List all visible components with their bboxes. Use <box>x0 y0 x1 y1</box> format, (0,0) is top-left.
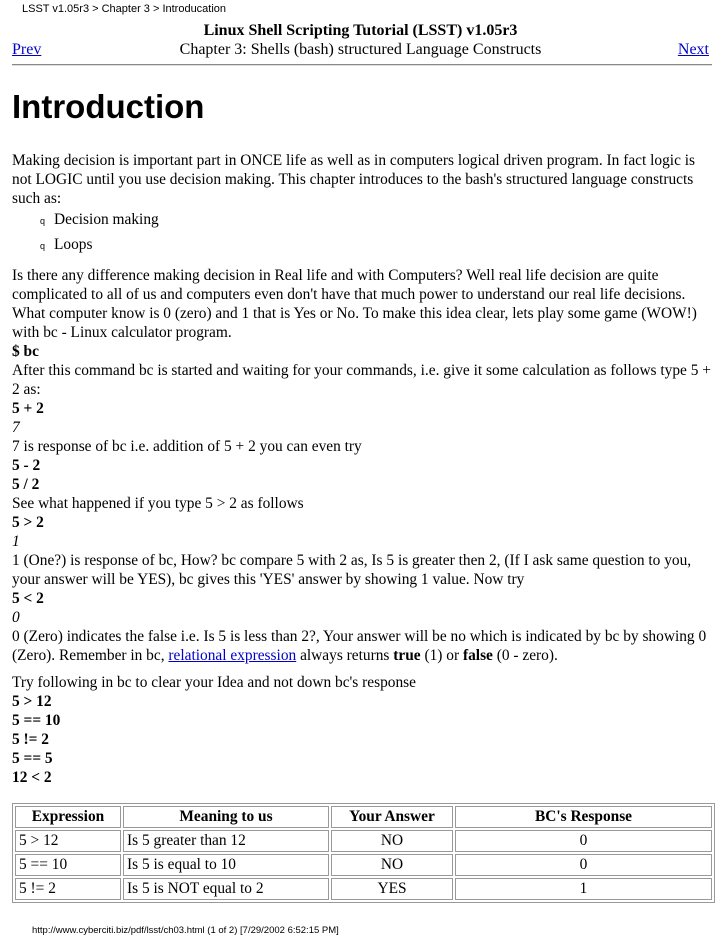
expression: 5 != 2 <box>12 731 49 748</box>
column-header: Your Answer <box>331 806 453 828</box>
table-cell: Is 5 greater than 12 <box>123 830 329 852</box>
bullet-icon: q <box>40 241 46 251</box>
response-table <box>12 803 715 903</box>
expression: 5 > 2 <box>12 514 44 531</box>
table-header-row <box>15 806 712 828</box>
expression: 5 / 2 <box>12 476 40 493</box>
expression: 5 < 2 <box>12 590 44 607</box>
list-item: q Loops <box>40 233 717 258</box>
expression: 5 + 2 <box>12 400 44 417</box>
bc-output: 0 <box>12 609 20 626</box>
expression: 5 == 10 <box>12 712 61 729</box>
column-header: Meaning to us <box>123 806 329 828</box>
header-divider <box>12 64 712 66</box>
expression: 5 - 2 <box>12 457 41 474</box>
table-cell: NO <box>331 830 453 852</box>
breadcrumb: LSST v1.05r3 > Chapter 3 > Introducation <box>22 3 227 15</box>
list-item: q Decision making <box>40 208 717 233</box>
table-row <box>15 830 712 852</box>
paragraph: 1 (One?) is response of bc, How? bc compare 5 with 2 as, Is 5 is greater then 2, (If I ask same question to you, your answer will be YES), bc gives this 'YES' answer by showing 1 value. Now try <box>12 552 692 588</box>
paragraph: 0 (Zero) indicates the false i.e. Is 5 is less than 2?, Your answer will be no which is indicated by bc by showing 0 (Zero). Remember in bc, relational expression always returns true (1) or false (0 - zero). <box>12 628 707 664</box>
relational-expression-link[interactable]: relational expression <box>168 647 297 664</box>
table-cell: 5 == 10 <box>15 854 121 876</box>
expression: 12 < 2 <box>12 769 52 786</box>
table-cell: 5 > 12 <box>15 830 121 852</box>
intro-paragraph: Making decision is important part in ONCE life as well as in computers logical driven program. In fact logic is not LOGIC until you use decision making. This chapter introduces to the bash's structured language constructs such as: <box>12 152 696 207</box>
table-cell: 0 <box>455 854 712 876</box>
navigation-header <box>12 22 709 62</box>
table-cell: NO <box>331 854 453 876</box>
table-row <box>15 878 712 900</box>
table-cell: Is 5 is NOT equal to 2 <box>123 878 329 900</box>
paragraph: Try following in bc to clear your Idea and not down bc's response <box>12 674 416 691</box>
paragraph: Is there any difference making decision in Real life and with Computers? Well real life decision are quite complicated to all of us and computers even don't have that much power to understand our real life decisions. What computer know is 0 (zero) and 1 that is Yes or No. To make this idea clear, lets play some game (WOW!) with bc - Linux calculator program. <box>12 267 697 341</box>
paragraph: After this command bc is started and waiting for your commands, i.e. give it some calculation as follows type 5 + 2 as: <box>12 362 711 398</box>
paragraph: See what happened if you type 5 > 2 as follows <box>12 495 304 512</box>
next-link[interactable]: Next <box>677 41 709 58</box>
command-line: $ bc <box>12 343 39 360</box>
main-content <box>12 151 717 787</box>
table-cell: YES <box>331 878 453 900</box>
table-cell: 0 <box>455 830 712 852</box>
column-header: Expression <box>15 806 121 828</box>
table-row <box>15 854 712 876</box>
tutorial-title: Linux Shell Scripting Tutorial (LSST) v1.05r3 <box>203 22 518 39</box>
prev-link[interactable]: Prev <box>12 41 42 58</box>
construct-list <box>12 208 717 258</box>
expression: 5 > 12 <box>12 693 52 710</box>
page-footer-url: http://www.cyberciti.biz/pdf/lsst/ch03.html (1 of 2) [7/29/2002 6:52:15 PM] <box>32 925 339 936</box>
chapter-title: Chapter 3: Shells (bash) structured Language Constructs <box>179 41 542 58</box>
table-cell: Is 5 is equal to 10 <box>123 854 329 876</box>
table-cell: 5 != 2 <box>15 878 121 900</box>
page-title: Introduction <box>12 88 205 125</box>
column-header: BC's Response <box>455 806 712 828</box>
bc-output: 7 <box>12 419 20 436</box>
paragraph: 7 is response of bc i.e. addition of 5 + 2 you can even try <box>12 438 362 455</box>
expression: 5 == 5 <box>12 750 53 767</box>
table-cell: 1 <box>455 878 712 900</box>
bullet-icon: q <box>40 216 46 226</box>
bc-output: 1 <box>12 533 20 550</box>
